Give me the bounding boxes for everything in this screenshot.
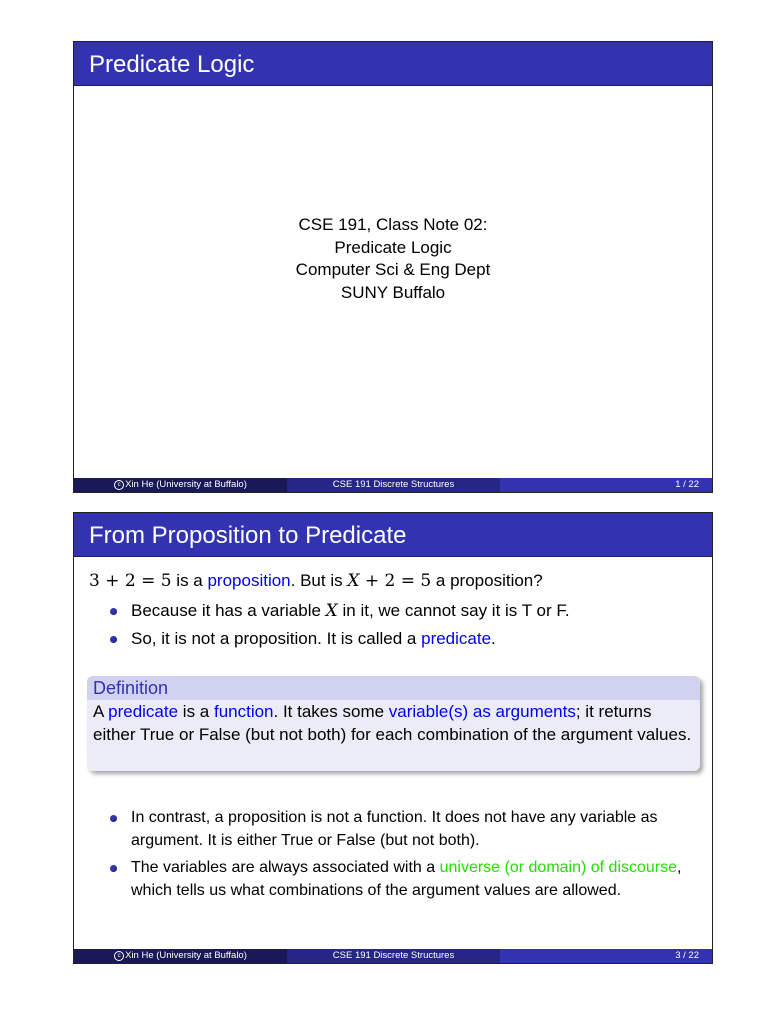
slide-title: Predicate Logic: [74, 42, 712, 86]
list-item: Because it has a variable X in it, we cannot say it is T or F.: [131, 600, 712, 623]
slide-1: [73, 41, 713, 493]
title-line: SUNY Buffalo: [340, 282, 446, 302]
footer-course: CSE 191 Discrete Structures: [287, 478, 500, 492]
bullet-list: [89, 600, 712, 650]
definition-block: [87, 676, 700, 771]
slide-footer: [74, 949, 712, 963]
footer-page-number: 1 / 22: [500, 478, 712, 492]
copyright-icon: c: [114, 951, 124, 961]
title-line: Predicate Logic: [334, 237, 452, 257]
equation: 3 + 2 = 5: [89, 571, 172, 591]
copyright-icon: c: [114, 480, 124, 490]
term-universe-of-discourse: universe (or domain) of discourse: [439, 859, 678, 876]
footer-author: c Xin He (University at Buffalo): [74, 478, 287, 492]
term-predicate: predicate: [421, 628, 492, 648]
slide-footer: [74, 478, 712, 492]
definition-heading: Definition: [87, 676, 700, 700]
footer-course: CSE 191 Discrete Structures: [287, 949, 500, 963]
slide-3: [73, 512, 713, 964]
footer-page-number: 3 / 22: [500, 949, 712, 963]
intro-line: 3 + 2 = 5 is a proposition. But is X + 2 = 5 a proposition?: [89, 571, 543, 591]
title-block: [74, 214, 712, 304]
footer-author: c Xin He (University at Buffalo): [74, 949, 287, 963]
slide-content: [74, 557, 712, 650]
title-line: CSE 191, Class Note 02:: [298, 215, 488, 234]
title-line: Computer Sci & Eng Dept: [295, 260, 491, 279]
list-item: In contrast, a proposition is not a function. It does not have any variable as argument. It is either True or False (but not both).: [131, 807, 704, 852]
term-proposition: proposition: [207, 571, 291, 590]
list-item: The variables are always associated with a universe (or domain) of discourse, which tells us what combinations of the argument values are allowed.: [131, 857, 704, 902]
definition-body: A predicate is a function. It takes some variable(s) as arguments; it returns either True or False (but not both) for each combination of the argument values.: [93, 702, 692, 744]
second-bullet-list: [104, 807, 704, 907]
equation: X + 2 = 5: [347, 571, 432, 591]
slide-title: From Proposition to Predicate: [74, 513, 712, 557]
list-item: So, it is not a proposition. It is called a predicate.: [131, 628, 712, 651]
